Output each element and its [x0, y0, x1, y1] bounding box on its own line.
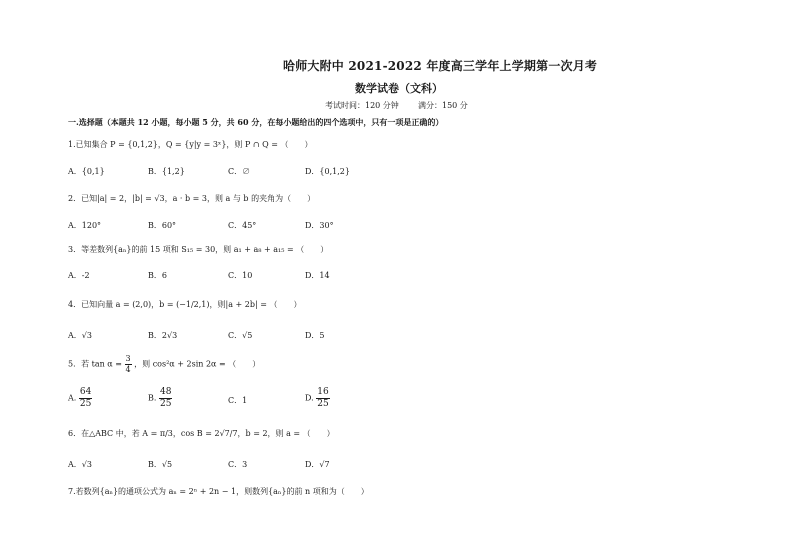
q5-option-a	[68, 388, 92, 409]
question-4: 4．已知向量 a = (2,0)，b = (−1/2,1)，则|a + 2b| = （ ）	[68, 300, 302, 309]
q5-b-fraction	[159, 388, 172, 409]
exam-title: 哈师大附中 2021-2022 年度高三学年上学期第一次月考	[283, 59, 598, 73]
q5-a-den: 25	[79, 399, 92, 409]
q5-c-label: C．	[228, 396, 243, 405]
q5-d-fraction	[316, 388, 329, 409]
question-3: 3．等差数列{aₙ}的前 15 项和 S₁₅ = 30，则 a₁ + a₈ + a₁₅ = （ ）	[68, 245, 329, 254]
q5-b-den: 25	[159, 399, 172, 409]
q2-option-b: B．60°	[148, 221, 177, 230]
section-heading: 一.选择题（本题共 12 小题，每小题 5 分，共 60 分，在每小题给出的四个选项中，只有一项是正确的）	[68, 117, 444, 127]
q5-a-num: 64	[79, 387, 92, 397]
q5-fraction-num: 3	[125, 354, 131, 363]
q2-option-c: C．45°	[228, 221, 257, 230]
q1-option-b: B．{1,2}	[148, 167, 185, 176]
exam-subtitle: 数学试卷（文科）	[355, 82, 443, 95]
full-score: 满分：150 分	[418, 101, 468, 110]
q5-d-label: D.	[305, 393, 314, 403]
q5-b-label: B.	[148, 393, 157, 403]
q6-option-a: A．√3	[68, 460, 92, 469]
q5-option-b	[148, 388, 172, 409]
q3-option-a: A．-2	[68, 271, 90, 280]
q4-option-b: B．2√3	[148, 331, 178, 340]
q1-option-c: C．∅	[228, 167, 251, 176]
q5-d-den: 25	[317, 399, 329, 409]
q6-option-d: D．√7	[305, 460, 330, 469]
q6-option-b: B．√5	[148, 460, 173, 469]
q4-option-a: A．√3	[68, 331, 92, 340]
q5-text-post: ，则 cos²α + 2sin 2α = （ ）	[134, 359, 261, 369]
q5-fraction-den: 4	[125, 365, 131, 374]
q5-c-value: 1	[242, 396, 248, 405]
q5-d-num: 16	[317, 387, 329, 397]
exam-time: 考试时间：120 分钟	[325, 101, 399, 110]
q3-option-b: B．6	[148, 271, 167, 280]
q5-option-d	[305, 388, 330, 409]
q1-option-a: A．{0,1}	[68, 167, 105, 176]
question-1: 1.已知集合 P = {0,1,2}，Q = {y|y = 3ˣ}，则 P ∩ Q = （ ）	[68, 140, 313, 149]
q6-option-c: C．3	[228, 460, 248, 469]
question-6: 6．在△ABC 中，若 A = π/3，cos B = 2√7/7，b = 2，则 a = （ ）	[68, 429, 335, 438]
q5-a-label: A.	[68, 393, 77, 403]
q2-option-d: D．30°	[305, 221, 334, 230]
q4-option-d: D．5	[305, 331, 325, 340]
q5-b-num: 48	[159, 387, 172, 397]
q1-option-d: D．{0,1,2}	[305, 167, 350, 176]
q5-option-c	[228, 395, 247, 406]
q5-a-fraction	[79, 388, 92, 409]
q4-option-c: C．√5	[228, 331, 253, 340]
q5-text-pre: 5．若 tan α =	[68, 359, 122, 369]
question-5	[68, 355, 260, 374]
q3-option-d: D．14	[305, 271, 330, 280]
q2-option-a: A．120°	[68, 221, 102, 230]
question-2: 2．已知|a| = 2，|b| = √3，a · b = 3，则 a 与 b 的夹角为（ ）	[68, 194, 316, 203]
q5-fraction	[125, 355, 132, 374]
q3-option-c: C．10	[228, 271, 253, 280]
question-7: 7.若数列{aₙ}的通项公式为 aₙ = 2ⁿ + 2n − 1，则数列{aₙ}的前 n 项和为（ ）	[68, 487, 369, 496]
